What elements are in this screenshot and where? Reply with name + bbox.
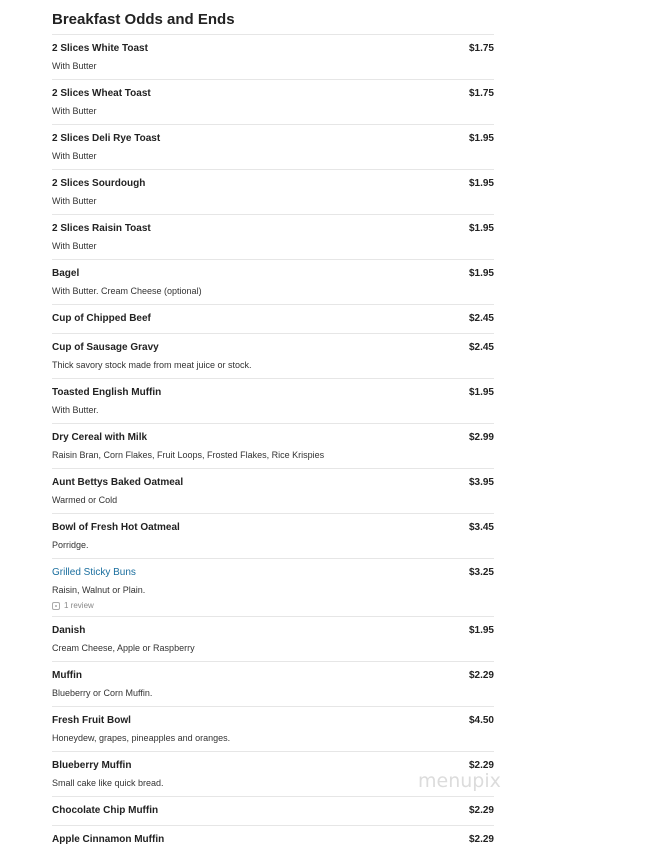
item-price: $1.75: [468, 43, 494, 54]
item-description: Raisin, Walnut or Plain.: [52, 585, 146, 595]
item-name-link[interactable]: Grilled Sticky Buns: [52, 567, 136, 578]
menu-item: [52, 797, 494, 826]
item-price: $2.29: [468, 805, 494, 816]
item-description: With Butter: [52, 151, 97, 161]
item-name: Aunt Bettys Baked Oatmeal: [52, 477, 184, 488]
item-price: $2.29: [468, 834, 494, 845]
item-name: Apple Cinnamon Muffin: [52, 834, 165, 845]
menu-item: [52, 514, 494, 559]
menu-item: [52, 379, 494, 424]
item-description: Raisin Bran, Corn Flakes, Fruit Loops, Frosted Flakes, Rice Krispies: [52, 450, 325, 460]
item-name: Danish: [52, 625, 86, 636]
menu-item: [52, 215, 494, 260]
item-description: Blueberry or Corn Muffin.: [52, 688, 153, 698]
item-description: With Butter. Cream Cheese (optional): [52, 286, 202, 296]
item-description: Thick savory stock made from meat juice or stock.: [52, 360, 252, 370]
section-title: Breakfast Odds and Ends: [52, 10, 494, 35]
menu-item: [52, 35, 494, 80]
menu-item: [52, 334, 494, 379]
item-description: Honeydew, grapes, pineapples and oranges.: [52, 733, 231, 743]
item-name: Muffin: [52, 670, 82, 681]
item-name: Cup of Chipped Beef: [52, 313, 151, 324]
item-name: Fresh Fruit Bowl: [52, 715, 131, 726]
item-price: $1.95: [468, 625, 494, 636]
item-description: Small cake like quick bread.: [52, 778, 164, 788]
menu-item: [52, 559, 494, 617]
item-name: 2 Slices Raisin Toast: [52, 223, 151, 234]
menu-item: [52, 707, 494, 752]
item-description: With Butter: [52, 61, 97, 71]
item-description: Cream Cheese, Apple or Raspberry: [52, 643, 195, 653]
item-price: $2.45: [468, 342, 494, 353]
item-price: $2.99: [468, 432, 494, 443]
item-name: 2 Slices Wheat Toast: [52, 88, 151, 99]
item-price: $2.29: [468, 670, 494, 681]
review-icon: [52, 602, 60, 610]
review-count-label: 1 review: [64, 601, 94, 610]
item-name: Dry Cereal with Milk: [52, 432, 148, 443]
item-description: Warmed or Cold: [52, 495, 118, 505]
item-name: 2 Slices White Toast: [52, 43, 148, 54]
item-price: $1.95: [468, 178, 494, 189]
menu-item: [52, 617, 494, 662]
item-price: $2.45: [468, 313, 494, 324]
item-description: With Butter: [52, 196, 97, 206]
menu-item: [52, 424, 494, 469]
item-price: $1.95: [468, 133, 494, 144]
item-name: 2 Slices Deli Rye Toast: [52, 133, 161, 144]
menu-item: [52, 125, 494, 170]
menu-item: [52, 662, 494, 707]
item-name: Cup of Sausage Gravy: [52, 342, 159, 353]
item-price: $1.95: [468, 268, 494, 279]
menu-item: [52, 80, 494, 125]
review-count[interactable]: [52, 600, 94, 611]
menu-item: [52, 260, 494, 305]
menu-item: [52, 469, 494, 514]
item-description: With Butter: [52, 241, 97, 251]
item-name: Blueberry Muffin: [52, 760, 132, 771]
item-name: Chocolate Chip Muffin: [52, 805, 159, 816]
item-name: Bagel: [52, 268, 80, 279]
item-name: Bowl of Fresh Hot Oatmeal: [52, 522, 180, 533]
menu-item: [52, 305, 494, 334]
menu-section: [52, 10, 494, 855]
menu-item: [52, 170, 494, 215]
item-price: $3.95: [468, 477, 494, 488]
item-price: $2.29: [468, 760, 494, 771]
menu-item: [52, 826, 494, 855]
item-description: With Butter.: [52, 405, 99, 415]
item-description: Porridge.: [52, 540, 89, 550]
item-name: Toasted English Muffin: [52, 387, 162, 398]
menupix-watermark: menupix: [418, 770, 501, 792]
item-price: $4.50: [468, 715, 494, 726]
item-price: $1.95: [468, 387, 494, 398]
item-name: 2 Slices Sourdough: [52, 178, 146, 189]
item-description: With Butter: [52, 106, 97, 116]
item-price: $3.25: [468, 567, 494, 578]
item-price: $1.75: [468, 88, 494, 99]
item-price: $1.95: [468, 223, 494, 234]
item-price: $3.45: [468, 522, 494, 533]
